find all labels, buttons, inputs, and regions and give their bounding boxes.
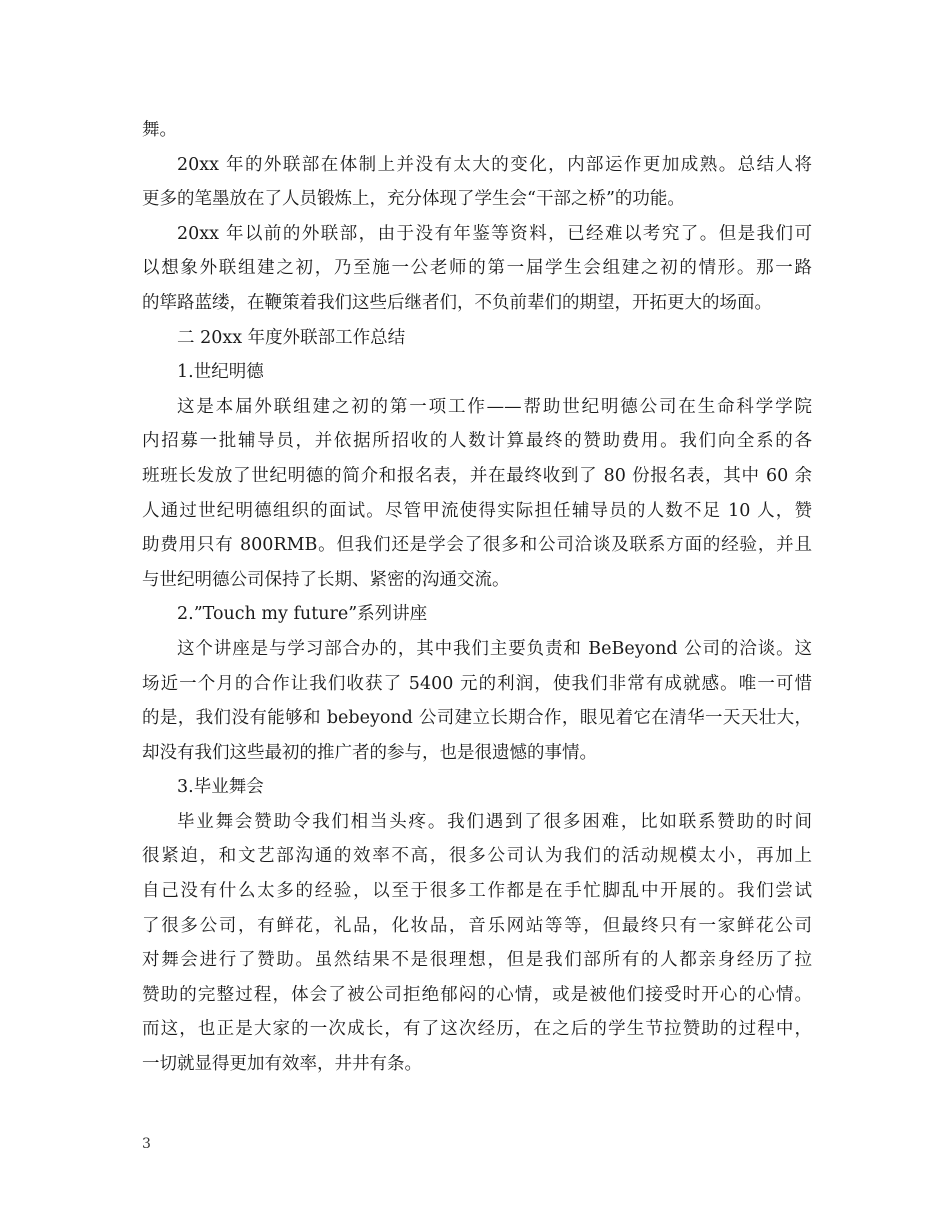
text-line: 1.世纪明德 [177, 362, 264, 383]
text-line: 班班长发放了世纪明德的简介和报名表，并在最终收到了 80 份报名表，其中 60 余 [142, 465, 812, 486]
text-line: 20xx 年以前的外联部，由于没有年鉴等资料，已经难以考究了。但是我们可 [177, 223, 812, 244]
document-body [142, 113, 812, 1082]
text-line: 与世纪明德公司保持了长期、紧密的沟通交流。 [142, 569, 510, 590]
text-line: 人通过世纪明德组织的面试。尽管甲流使得实际担任辅导员的人数不足 10 人，赞 [142, 500, 812, 521]
text-line: 场近一个月的合作让我们收获了 5400 元的利润，使我们非常有成就感。唯一可惜 [142, 673, 812, 694]
text-line: 20xx 年的外联部在体制上并没有太大的变化，内部运作更加成熟。总结人将 [177, 154, 812, 175]
text-line: 的筚路蓝缕，在鞭策着我们这些后继者们，不负前辈们的期望，开拓更大的场面。 [142, 292, 772, 313]
text-line: 一切就显得更加有效率，井井有条。 [142, 1054, 422, 1075]
text-line: 2.”Touch my future”系列讲座 [177, 604, 428, 625]
text-line: 自己没有什么太多的经验，以至于很多工作都是在手忙脚乱中开展的。我们尝试 [142, 881, 812, 902]
text-line: 二 20xx 年度外联部工作总结 [177, 327, 406, 348]
text-line: 舞。 [142, 120, 177, 140]
text-line: 对舞会进行了赞助。虽然结果不是很理想，但是我们部所有的人都亲身经历了拉 [142, 950, 812, 971]
page-number: 3 [142, 1136, 151, 1152]
text-line: 3.毕业舞会 [177, 777, 264, 798]
text-line: 却没有我们这些最初的推广者的参与，也是很遗憾的事情。 [142, 742, 597, 763]
text-line: 很紧迫，和文艺部沟通的效率不高，很多公司认为我们的活动规模太小，再加上 [142, 846, 812, 867]
text-line: 内招募一批辅导员，并依据所招收的人数计算最终的赞助费用。我们向全系的各 [142, 431, 812, 452]
text-line: 毕业舞会赞助令我们相当头疼。我们遇到了很多困难，比如联系赞助的时间 [177, 811, 812, 832]
text-line: 这是本届外联组建之初的第一项工作——帮助世纪明德公司在生命科学学院 [177, 396, 812, 417]
text-line: 了很多公司，有鲜花，礼品，化妆品，音乐网站等等，但最终只有一家鲜花公司 [142, 915, 812, 936]
text-line: 而这，也正是大家的一次成长，有了这次经历，在之后的学生节拉赞助的过程中， [142, 1019, 812, 1040]
text-line: 这个讲座是与学习部合办的，其中我们主要负责和 BeBeyond 公司的洽谈。这 [177, 638, 812, 659]
text-line: 赞助的完整过程，体会了被公司拒绝郁闷的心情，或是被他们接受时开心的心情。 [142, 984, 812, 1005]
text-line: 以想象外联组建之初，乃至施一公老师的第一届学生会组建之初的情形。那一路 [142, 258, 812, 279]
text-line: 助费用只有 800RMB。但我们还是学会了很多和公司洽谈及联系方面的经验，并且 [142, 535, 812, 556]
text-line: 更多的笔墨放在了人员锻炼上，充分体现了学生会“干部之桥”的功能。 [142, 189, 685, 210]
text-line: 的是，我们没有能够和 bebeyond 公司建立长期合作，眼见着它在清华一天天壮大， [142, 708, 812, 729]
